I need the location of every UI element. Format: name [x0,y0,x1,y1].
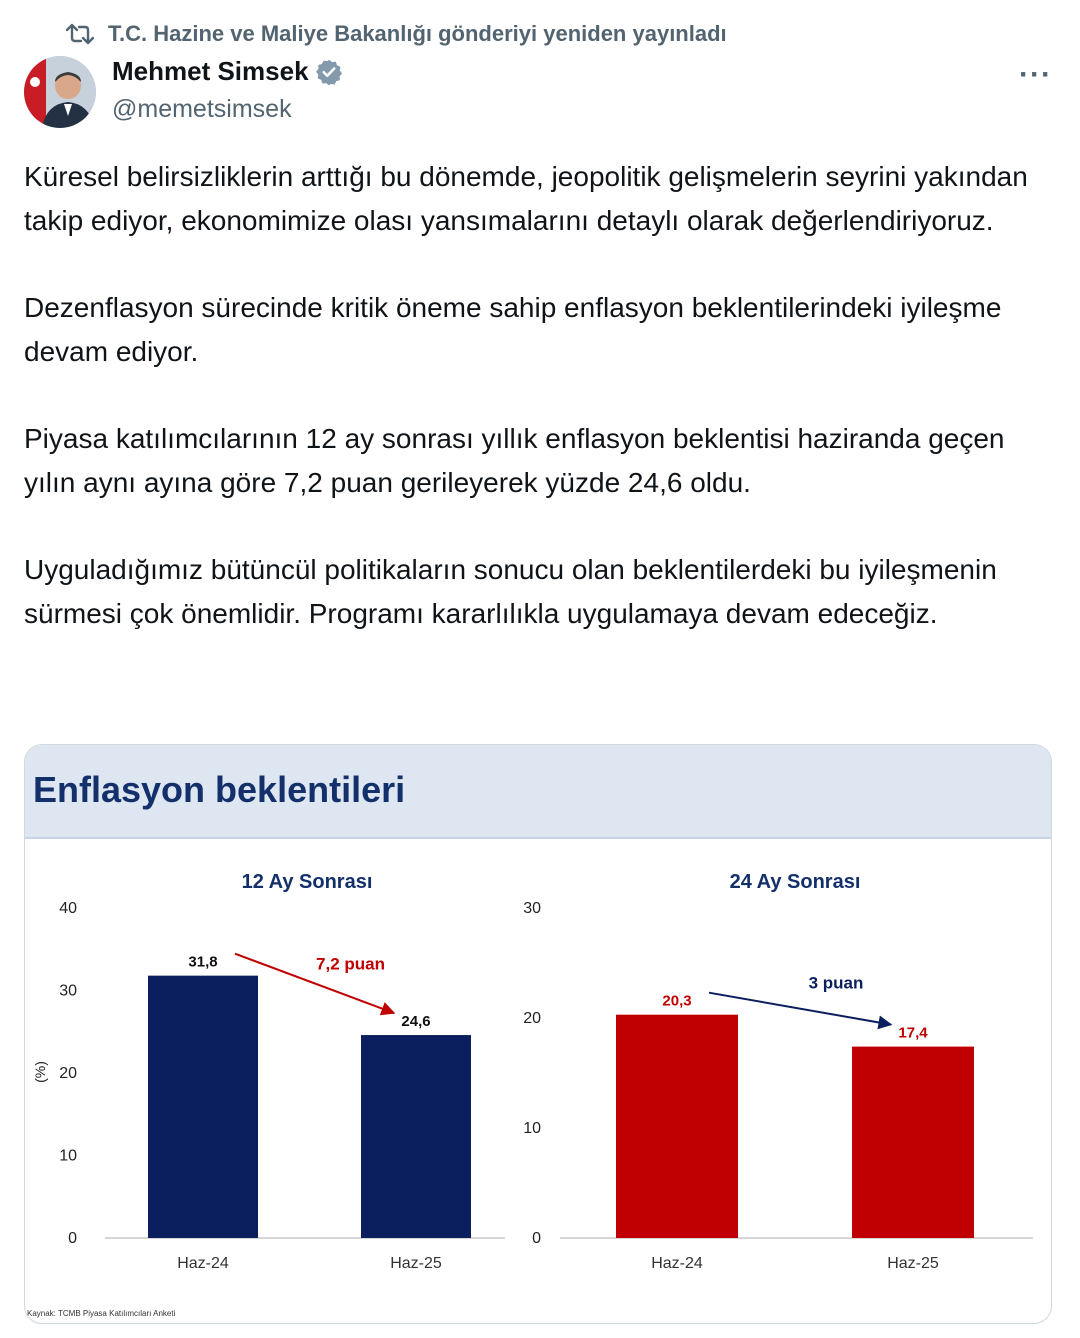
bar [852,1047,974,1238]
bar [361,1035,471,1238]
repost-indicator[interactable] [66,18,727,50]
x-tick-label: Haz-25 [887,1255,939,1272]
y-tick-label: 20 [59,1065,77,1082]
y-tick-label: 30 [59,982,77,1000]
y-tick-label: 0 [532,1230,541,1247]
change-annotation: 3 puan [808,973,864,993]
data-label: 17,4 [898,1024,928,1042]
post-text [24,155,1054,679]
post-paragraph: Piyasa katılımcılarının 12 ay sonrası yıllık enflasyon beklentisi haziranda geçen yılın aynı ayına göre 7,2 puan gerileyerek yüzde 24,6 oldu. [24,423,1005,498]
post-paragraph: Küresel belirsizliklerin arttığı bu dönemde, jeopolitik gelişmelerin seyrini yakından takip ediyor, ekonomimize olası yansımalarını detaylı olarak değerlendiriyoruz. [24,161,1028,236]
author-name[interactable]: Mehmet Simsek [112,56,309,86]
x-tick-label: Haz-24 [651,1255,703,1272]
y-tick-label: 10 [59,1147,77,1165]
y-tick-label: 0 [68,1230,77,1247]
data-label: 20,3 [662,992,692,1010]
data-label: 24,6 [401,1013,431,1031]
change-annotation: 7,2 puan [316,954,385,974]
source-note: Kaynak: TCMB Piyasa Katılımcıları Anketi [27,1309,176,1318]
post-paragraph: Dezenflasyon sürecinde kritik öneme sahip enflasyon beklentilerindeki iyileşme devam ediyor. [24,292,1002,367]
post-paragraph: Uyguladığımız bütüncül politikaların sonucu olan beklentilerdeki bu iyileşmenin sürmesi çok önemlidir. Programı kararlılıkla uygulamaya devam edeceğiz. [24,554,997,629]
y-tick-label: 30 [523,900,541,917]
data-label: 31,8 [188,953,218,971]
charts-area [25,745,1052,1324]
more-options-icon[interactable]: ··· [1019,58,1052,91]
repost-icon [66,22,94,46]
card-title: Enflasyon beklentileri [33,769,406,810]
x-tick-label: Haz-24 [177,1255,229,1272]
bar [148,976,258,1238]
media-card[interactable] [24,744,1052,1324]
bar [616,1015,738,1238]
y-tick-label: 40 [59,900,77,917]
chart-title: 24 Ay Sonrası [729,871,861,893]
avatar-image [24,56,96,128]
y-axis-label: (%) [32,1061,48,1083]
author-handle[interactable]: @memetsimsek [112,95,292,123]
repost-text: T.C. Hazine ve Maliye Bakanlığı gönderiyi yeniden yayınladı [108,21,727,46]
avatar[interactable] [24,56,96,128]
x-tick-label: Haz-25 [390,1255,442,1272]
chart-title: 12 Ay Sonrası [241,871,373,893]
y-tick-label: 20 [523,1010,541,1027]
verified-badge-icon [315,58,343,86]
y-tick-label: 10 [523,1120,541,1137]
